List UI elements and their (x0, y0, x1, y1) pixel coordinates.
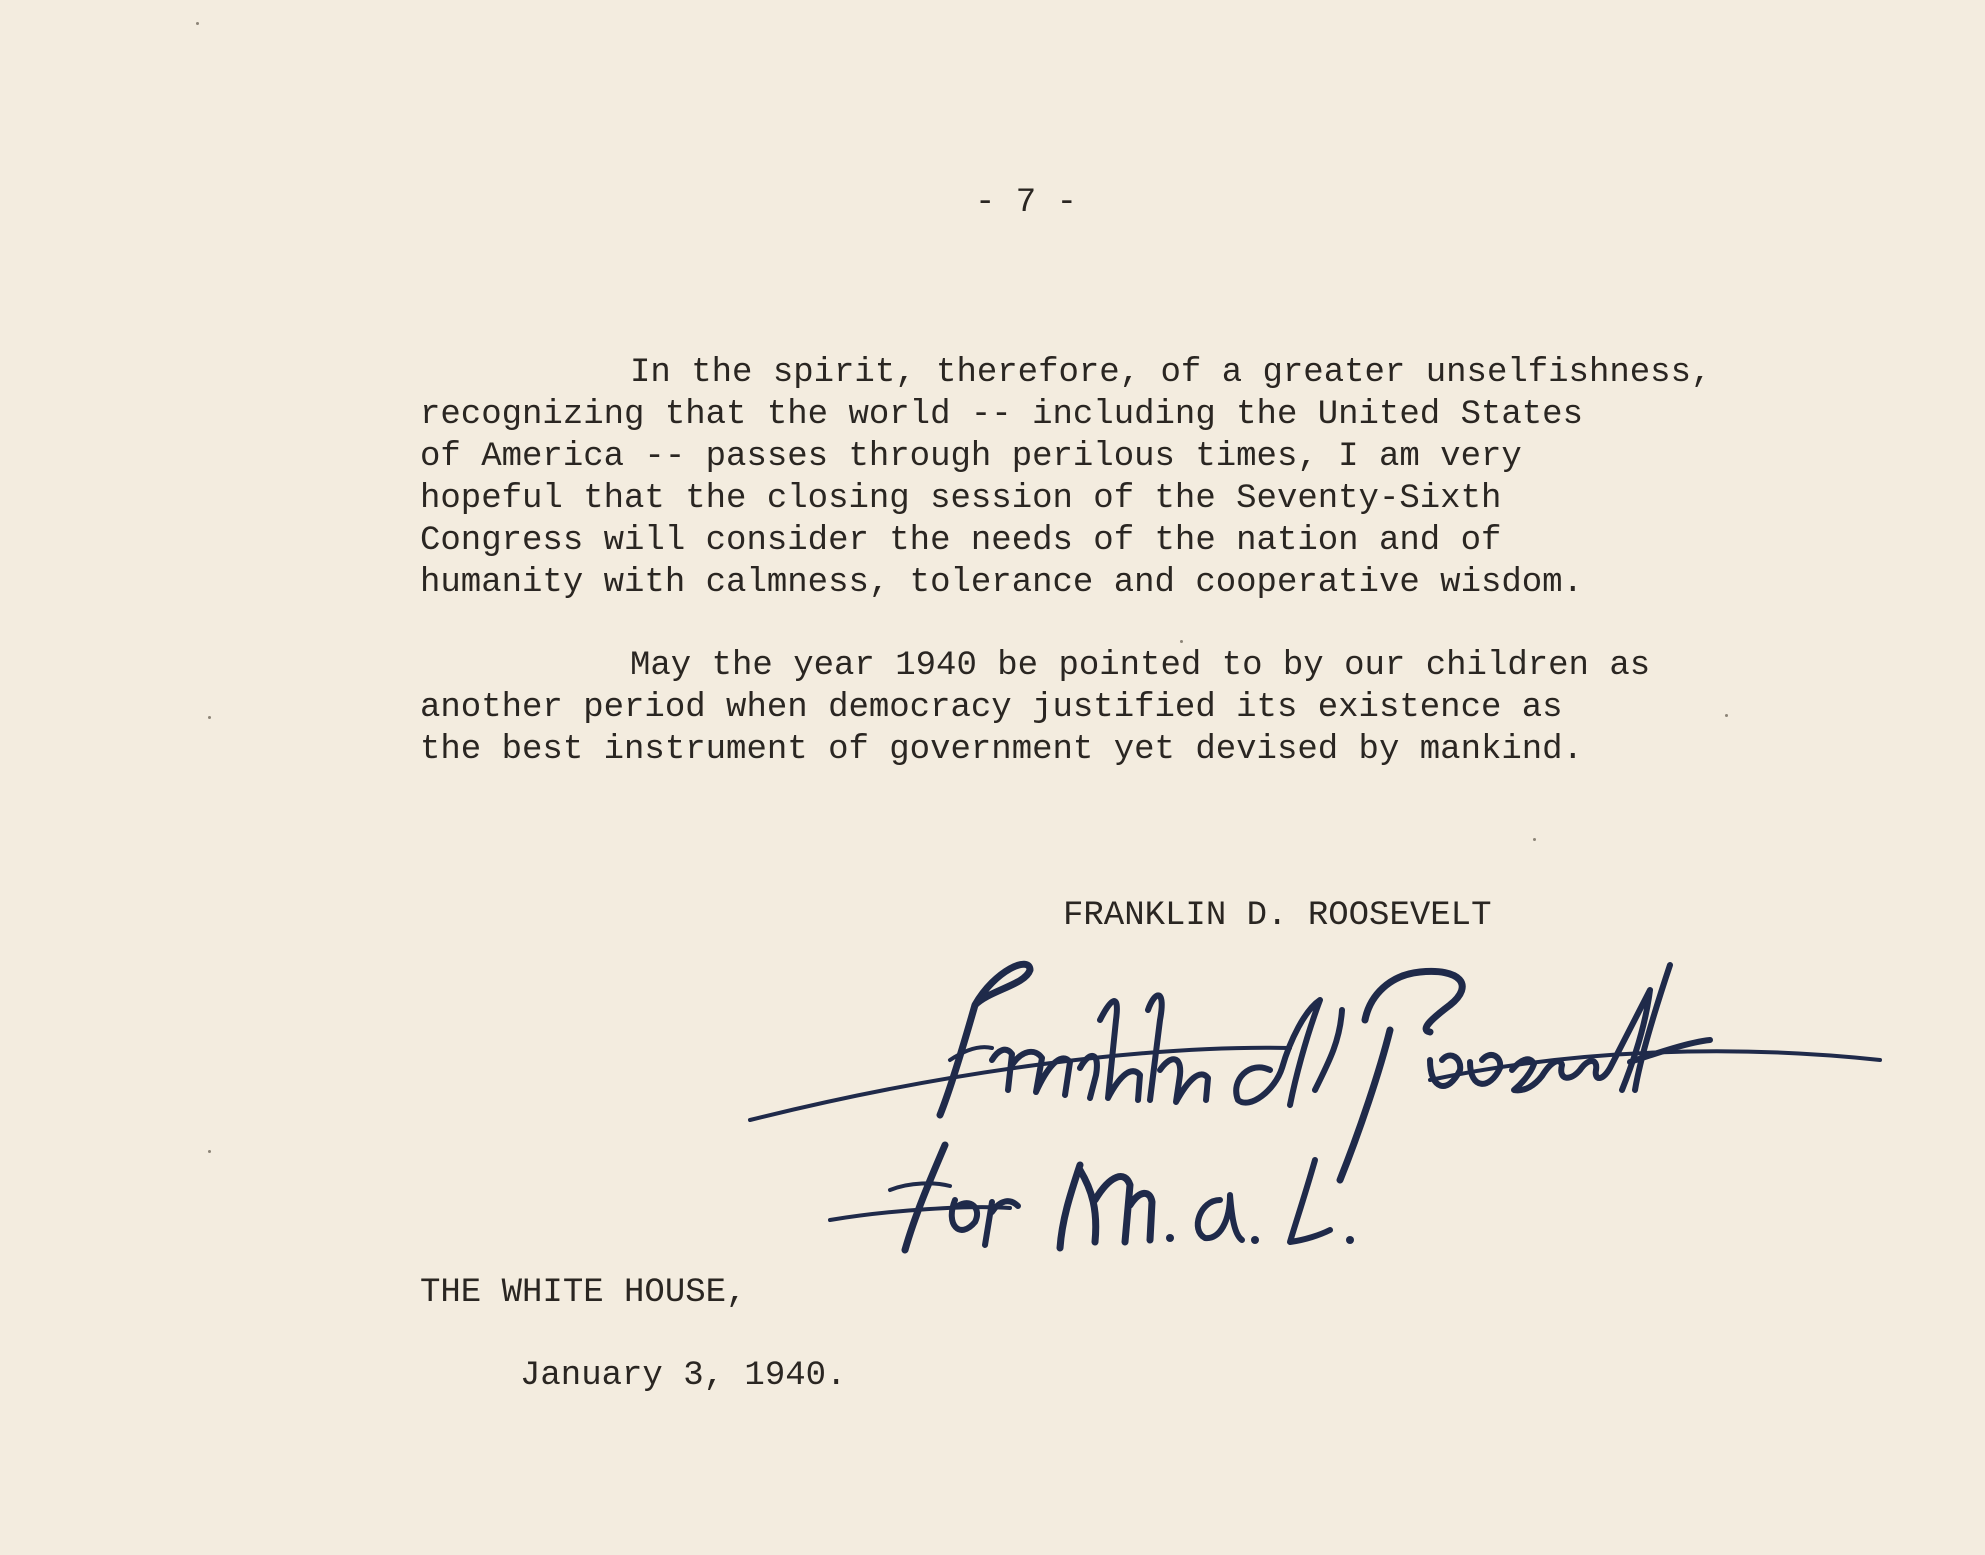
paragraph-line: In the spirit, therefore, of a greater unselfishness, (630, 354, 1712, 392)
paper-speck (1725, 714, 1728, 717)
paper-speck (1533, 838, 1536, 841)
paragraph-1 (420, 352, 1800, 604)
paragraph-line: the best instrument of government yet devised by mankind. (420, 731, 1583, 769)
paragraph-line: recognizing that the world -- including the United States (420, 396, 1583, 434)
signer-name: FRANKLIN D. ROOSEVELT (1063, 897, 1492, 935)
paper-speck (196, 22, 199, 25)
paragraph-2 (420, 645, 1800, 771)
paragraph-line: humanity with calmness, tolerance and cooperative wisdom. (420, 564, 1583, 602)
paragraph-line: Congress will consider the needs of the nation and of (420, 522, 1502, 560)
date-line: January 3, 1940. (520, 1357, 847, 1395)
paragraph-line: hopeful that the closing session of the Seventy-Sixth (420, 480, 1502, 518)
paragraph-line: of America -- passes through perilous times, I am very (420, 438, 1522, 476)
page-number: - 7 - (975, 184, 1078, 222)
handwritten-signature (730, 950, 1910, 1280)
paper-speck (208, 1150, 211, 1153)
place-line: THE WHITE HOUSE, (420, 1274, 747, 1312)
paper-speck (208, 716, 211, 719)
paragraph-line: May the year 1940 be pointed to by our children as (630, 647, 1651, 685)
paragraph-line: another period when democracy justified its existence as (420, 689, 1563, 727)
paper-speck (1180, 640, 1183, 643)
